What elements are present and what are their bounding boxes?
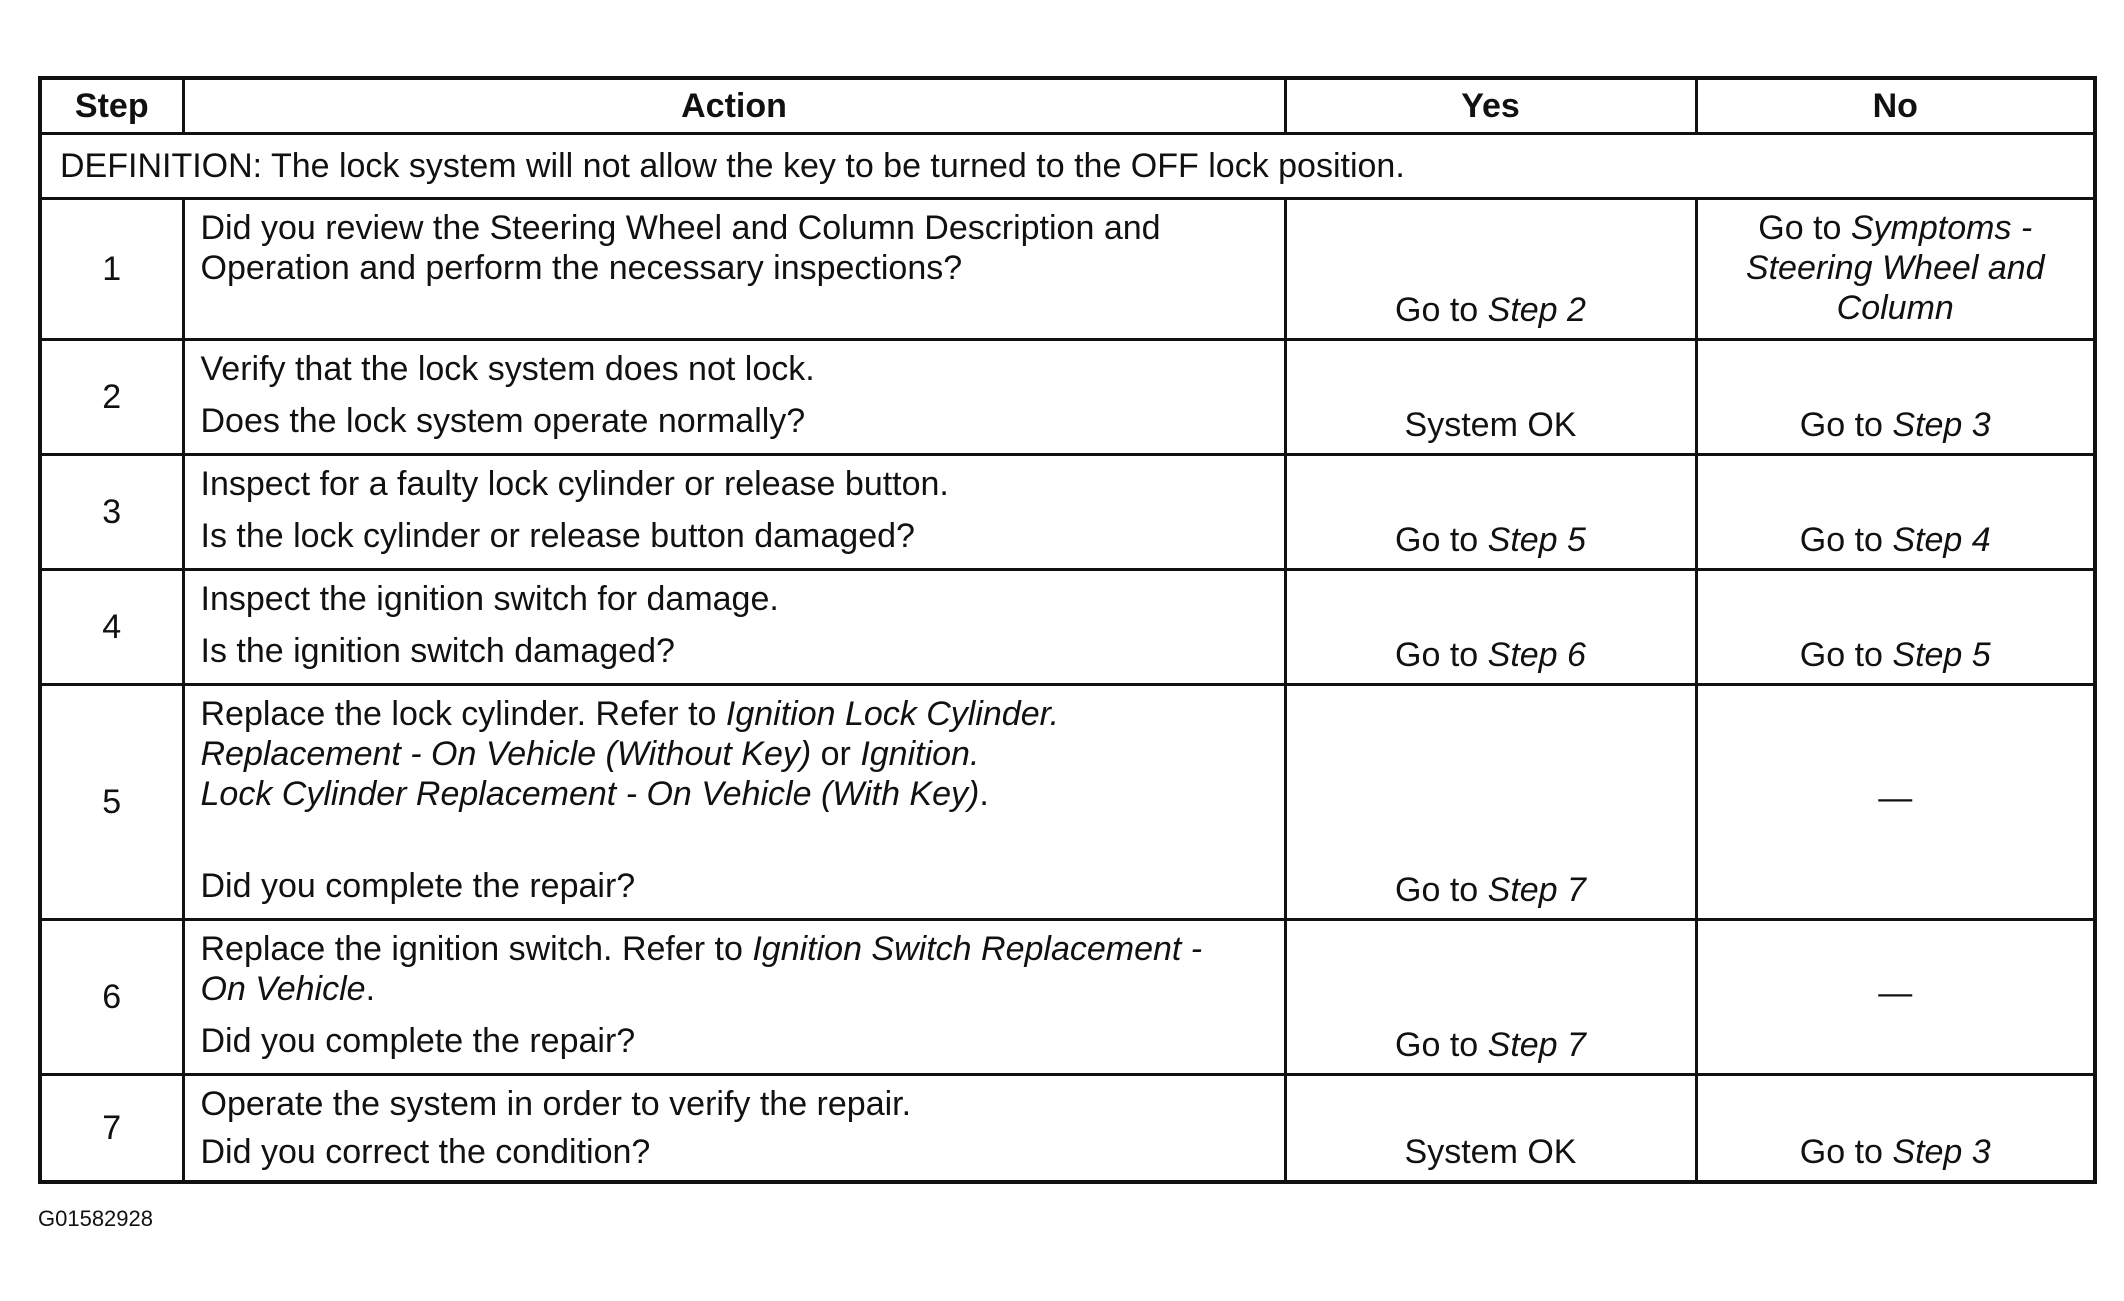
- no-cell: [1696, 455, 2095, 570]
- diagnostic-table: [38, 76, 2097, 1184]
- action-text: Operation and perform the necessary inspections?: [200, 249, 963, 287]
- no-symptoms-link[interactable]: Symptoms -: [1850, 209, 2033, 247]
- no-cell: [1696, 1075, 2095, 1183]
- figure-id: G01582928: [38, 1206, 153, 1231]
- action-cell: [183, 455, 1285, 570]
- action-cell: [183, 570, 1285, 685]
- yes-text: System OK: [1404, 406, 1577, 444]
- action-cell: [183, 340, 1285, 455]
- yes-cell: [1285, 920, 1696, 1075]
- header-action: Action: [183, 78, 1285, 134]
- no-step-link[interactable]: Step 3: [1892, 406, 1991, 444]
- no-prefix: Go to: [1799, 636, 1893, 674]
- yes-cell: [1285, 199, 1696, 340]
- yes-prefix: Go to: [1395, 871, 1488, 909]
- yes-cell: [1285, 1075, 1696, 1183]
- yes-prefix: Go to: [1395, 636, 1488, 674]
- procedure-link[interactable]: On Vehicle: [200, 970, 366, 1008]
- action-question: Did you complete the repair?: [200, 1022, 636, 1060]
- action-cell: [183, 685, 1285, 920]
- yes-step-link[interactable]: Step 7: [1487, 1026, 1586, 1064]
- procedure-link[interactable]: Ignition.: [860, 735, 980, 773]
- step-number: 2: [40, 340, 183, 455]
- no-prefix: Go to: [1799, 1133, 1893, 1171]
- no-prefix: Go to: [1799, 521, 1893, 559]
- no-symptoms-link[interactable]: Column: [1836, 289, 1954, 327]
- procedure-link[interactable]: Ignition Lock Cylinder.: [725, 695, 1060, 733]
- no-cell: [1696, 920, 2095, 1075]
- yes-cell: [1285, 340, 1696, 455]
- no-cell: [1696, 340, 2095, 455]
- no-step-link[interactable]: Step 3: [1892, 1133, 1991, 1171]
- header-yes: Yes: [1285, 78, 1696, 134]
- action-text: .: [979, 775, 989, 813]
- yes-text: System OK: [1404, 1133, 1577, 1171]
- action-text: Operate the system in order to verify the repair.: [200, 1085, 912, 1123]
- action-question: Is the lock cylinder or release button damaged?: [200, 517, 915, 555]
- no-cell: [1696, 199, 2095, 340]
- table-row: [40, 920, 2095, 1075]
- step-number: 7: [40, 1075, 183, 1183]
- yes-step-link[interactable]: Step 6: [1487, 636, 1586, 674]
- header-step: Step: [40, 78, 183, 134]
- no-cell: [1696, 685, 2095, 920]
- action-question: Is the ignition switch damaged?: [200, 632, 675, 670]
- table-row: [40, 685, 2095, 920]
- no-prefix: Go to: [1799, 406, 1893, 444]
- no-cell: [1696, 570, 2095, 685]
- yes-step-link[interactable]: Step 7: [1487, 871, 1586, 909]
- table-row: [40, 199, 2095, 340]
- yes-cell: [1285, 570, 1696, 685]
- step-number: 4: [40, 570, 183, 685]
- no-step-link[interactable]: Step 4: [1892, 521, 1991, 559]
- action-text: Inspect the ignition switch for damage.: [200, 580, 779, 618]
- action-text: Replace the lock cylinder. Refer to: [200, 695, 726, 733]
- action-cell: [183, 199, 1285, 340]
- step-number: 6: [40, 920, 183, 1075]
- yes-cell: [1285, 685, 1696, 920]
- table-row: [40, 455, 2095, 570]
- action-text: Replace the ignition switch. Refer to: [200, 930, 753, 968]
- procedure-link[interactable]: Ignition Switch Replacement -: [752, 930, 1203, 968]
- step-number: 5: [40, 685, 183, 920]
- yes-prefix: Go to: [1395, 1026, 1488, 1064]
- definition-row: [40, 134, 2095, 199]
- yes-step-link[interactable]: Step 5: [1487, 521, 1586, 559]
- no-dash: —: [1878, 974, 1913, 1012]
- action-question: Does the lock system operate normally?: [200, 402, 806, 440]
- yes-step-link[interactable]: Step 2: [1487, 291, 1586, 329]
- table-row: [40, 340, 2095, 455]
- procedure-link[interactable]: Replacement - On Vehicle (Without Key): [200, 735, 812, 773]
- no-dash: —: [1878, 779, 1913, 817]
- action-text: or: [811, 735, 861, 773]
- table-row: [40, 1075, 2095, 1183]
- procedure-link[interactable]: Lock Cylinder Replacement - On Vehicle (With Key): [200, 775, 980, 813]
- header-no: No: [1696, 78, 2095, 134]
- action-text: Inspect for a faulty lock cylinder or release button.: [200, 465, 949, 503]
- no-step-link[interactable]: Step 5: [1892, 636, 1991, 674]
- step-number: 3: [40, 455, 183, 570]
- no-symptoms-link[interactable]: Steering Wheel and: [1745, 249, 2045, 287]
- yes-cell: [1285, 455, 1696, 570]
- header-row: [40, 78, 2095, 134]
- yes-prefix: Go to: [1395, 291, 1488, 329]
- no-prefix: Go to: [1758, 209, 1851, 247]
- action-cell: [183, 1075, 1285, 1183]
- yes-prefix: Go to: [1395, 521, 1488, 559]
- action-text: Verify that the lock system does not lock.: [200, 350, 815, 388]
- definition-text: DEFINITION: The lock system will not allow the key to be turned to the OFF lock position.: [40, 134, 2095, 199]
- step-number: 1: [40, 199, 183, 340]
- action-cell: [183, 920, 1285, 1075]
- action-question: Did you complete the repair?: [200, 867, 636, 905]
- action-text: Did you review the Steering Wheel and Column Description and: [200, 209, 1161, 247]
- action-text: .: [365, 970, 376, 1008]
- action-question: Did you correct the condition?: [200, 1133, 651, 1171]
- table-row: [40, 570, 2095, 685]
